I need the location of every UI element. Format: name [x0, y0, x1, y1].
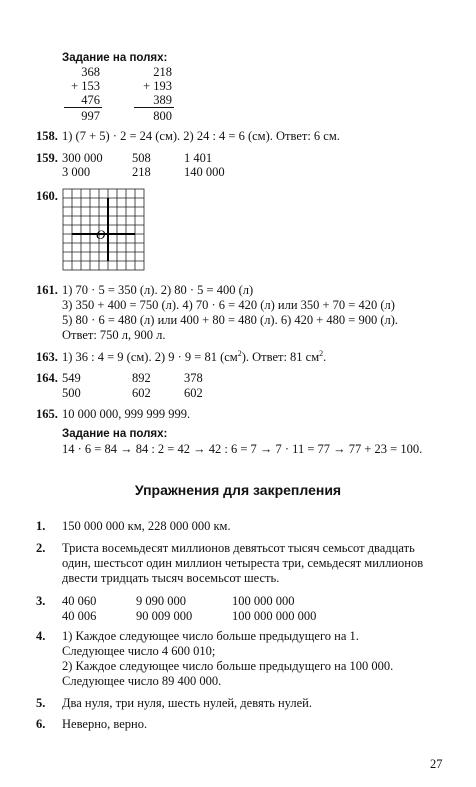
- exercise-2-line: двести тридцать тысяч восемьсот шесть.: [62, 571, 280, 585]
- exercise-5-text: Два нуля, три нуля, шесть нулей, девять нулей.: [62, 696, 312, 710]
- page-number: 27: [430, 757, 443, 771]
- exercise-4-line: Следующее число 4 600 010;: [62, 644, 216, 658]
- problem-number: 158.: [36, 129, 58, 143]
- problem-163-text: 1) 36 : 4 = 9 (см). 2) 9 · 9 = 81 $(см^2)$. Ответ: 81 $см^2$.: [62, 348, 327, 364]
- exercise-4-line: 2) Каждое следующее число больше предыдущего на 100 000.: [62, 659, 394, 673]
- cell: 218: [132, 165, 151, 179]
- exercise-number: 1.: [36, 519, 46, 533]
- cell: 40 006: [62, 609, 97, 623]
- problem-161-line: Ответ: 750 л, 900 л.: [62, 328, 166, 342]
- cell: 892: [132, 371, 151, 385]
- problem-158-text: 1) (7 + 5) · 2 = 24 (см). 2) 24 : 4 = 6 (см). Ответ: 6 см.: [62, 129, 340, 143]
- problem-number: 161.: [36, 283, 58, 297]
- exercise-number: 5.: [36, 696, 46, 710]
- exercise-1-text: 150 000 000 км, 228 000 000 км.: [62, 519, 231, 533]
- cell: 602: [132, 386, 151, 400]
- cell: 9 090 000: [136, 594, 186, 608]
- cell: 100 000 000 000: [232, 609, 317, 623]
- origin-label: O: [96, 227, 106, 242]
- exercise-4-line: Следующее число 89 400 000.: [62, 674, 222, 688]
- cell: 549: [62, 371, 81, 385]
- margin-task-chain: 14 · 6 = 84 → 84 : 2 = 42 → 42 : 6 = 7 → 7 · 11 = 77 → 77 + 23 = 100.: [62, 442, 423, 456]
- exercise-number: 3.: [36, 594, 46, 608]
- problem-number: 160.: [36, 189, 58, 203]
- cell: 140 000: [184, 165, 225, 179]
- cell: 1 401: [184, 151, 213, 165]
- exercise-number: 2.: [36, 541, 46, 555]
- margin-task-label: Задание на полях:: [62, 428, 168, 440]
- exercise-2-line: Триста восемьдесят миллионов девятьсот тысяч семьсот двадцать: [62, 541, 415, 555]
- cell: 500: [62, 386, 81, 400]
- exercise-number: 4.: [36, 629, 46, 643]
- exercise-number: 6.: [36, 717, 46, 731]
- problem-number: 159.: [36, 151, 58, 165]
- cell: 602: [184, 386, 203, 400]
- margin-task-label: Задание на полях:: [62, 52, 168, 64]
- cell: 3 000: [62, 165, 91, 179]
- exercise-2-line: один, шестьсот один миллион четыреста три, семьдесят миллионов: [62, 556, 424, 570]
- cell: 300 000: [62, 151, 103, 165]
- problem-161-line: 1) 70 · 5 = 350 (л). 2) 80 · 5 = 400 (л): [62, 283, 254, 297]
- problem-number: 164.: [36, 371, 58, 385]
- problem-161-line: 3) 350 + 400 = 750 (л). 4) 70 · 6 = 420 (л) или 350 + 70 = 420 (л): [62, 298, 395, 312]
- problem-number: 163.: [36, 350, 58, 364]
- section-title: Упражнения для закрепления: [134, 482, 342, 498]
- problem-161-line: 5) 80 · 6 = 480 (л) или 400 + 80 = 480 (л). 6) 420 + 480 = 900 (л).: [62, 313, 399, 327]
- grid-figure: [62, 188, 146, 272]
- cell: 100 000 000: [232, 594, 295, 608]
- problem-number: 165.: [36, 407, 58, 421]
- cell: 508: [132, 151, 151, 165]
- cell: 40 060: [62, 594, 97, 608]
- cell: 378: [184, 371, 203, 385]
- problem-165-text: 10 000 000, 999 999 999.: [62, 407, 191, 421]
- exercise-6-text: Неверно, верно.: [62, 717, 148, 731]
- exercise-4-line: 1) Каждое следующее число больше предыдущего на 1.: [62, 629, 359, 643]
- cell: 90 009 000: [136, 609, 193, 623]
